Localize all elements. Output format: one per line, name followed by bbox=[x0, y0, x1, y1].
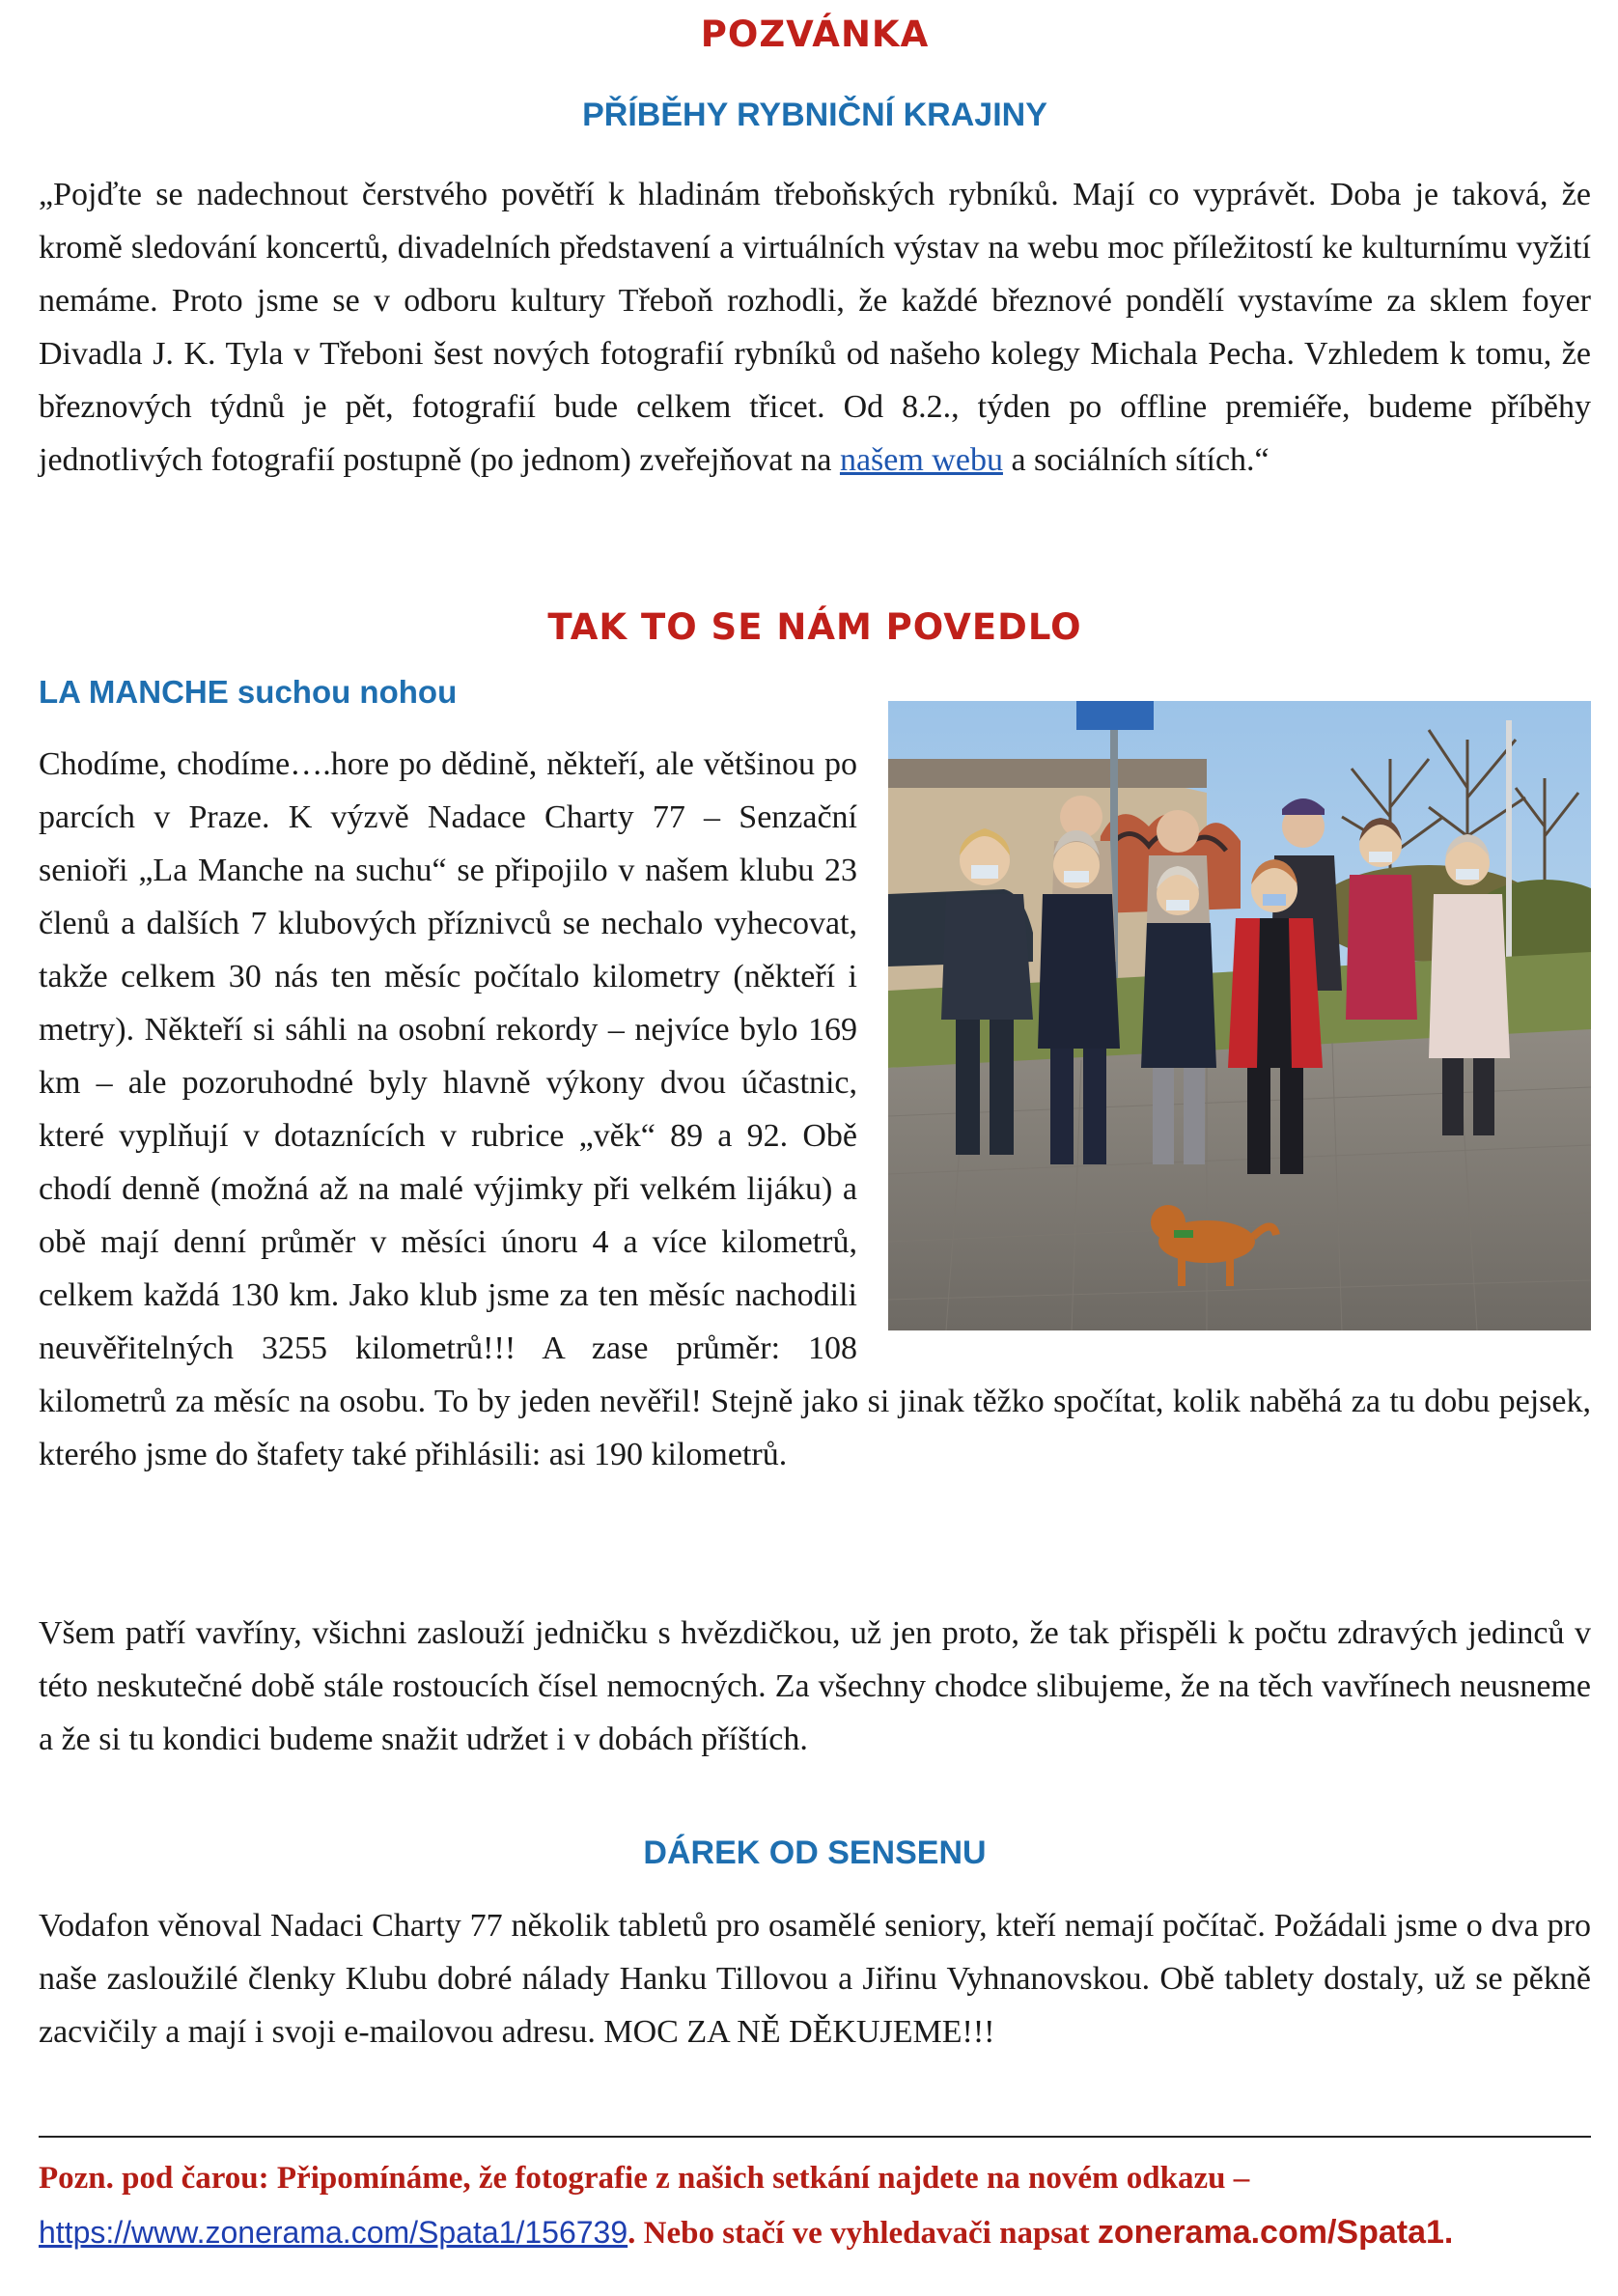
heading-success: TAK TO SE NÁM POVEDLO bbox=[547, 606, 1082, 648]
footnote bbox=[39, 2151, 1591, 2260]
subheading-pond-stories: PŘÍBĚHY RYBNIČNÍ KRAJINY bbox=[582, 97, 1047, 133]
subheading-la-manche: LA MANCHE suchou nohou bbox=[39, 674, 458, 710]
group-photo bbox=[888, 701, 1591, 1330]
footnote-url-suffix: . bbox=[628, 2216, 636, 2251]
invite-text-end: a sociálních sítích.“ bbox=[1002, 442, 1269, 478]
footnote-text-2: Nebo stačí ve vyhledavači napsat bbox=[635, 2216, 1098, 2251]
subheading-gift: DÁREK OD SENSENU bbox=[643, 1834, 987, 1871]
footnote-text: Pozn. pod čarou: Připomínáme, že fotografie z našich setkání najdete na novém odkazu – bbox=[39, 2161, 1250, 2196]
heading-invite: POZVÁNKA bbox=[700, 14, 930, 55]
invite-paragraph bbox=[39, 168, 1591, 487]
our-web-link[interactable]: našem webu bbox=[839, 442, 1003, 478]
walk-section bbox=[39, 738, 1591, 1481]
laurels-paragraph: Všem patří vavříny, všichni zaslouží jedničku s hvězdičkou, už jen proto, že tak přispěli k počtu zdravých jedinců v této neskutečné době stále rostoucích čísel nemocných. Za všechny chodce slibujeme, že na těch vavřínech neusneme a že si tu kondici budeme snažit udržet i v dobách příštích. bbox=[39, 1615, 1591, 1757]
footnote-site: zonerama.com/Spata1. bbox=[1097, 2214, 1454, 2251]
footnote-divider bbox=[39, 2136, 1591, 2138]
zonerama-link[interactable]: https://www.zonerama.com/Spata1/156739 bbox=[39, 2215, 628, 2250]
invite-text: „Pojďte se nadechnout čerstvého povětří k hladinám třeboňských rybníků. Mají co vyprávět. Doba je taková, že kromě sledování koncertů, divadelních představení a virtuálních výstav na webu moc příležitostí ke kulturnímu vyžití nemáme. Proto jsme se v odboru kultury Třeboň rozhodli, že každé březnové pondělí vystavíme za sklem foyer Divadla J. K. Tyla v Třeboni šest nových fotografií rybníků od našeho kolegy Michala Pecha. Vzhledem k tomu, že březnových týdnů je pět, fotografií bude celkem třicet. Od 8.2., týden po offline premiéře, budeme příběhy jednotlivých fotografií postupně (po jednom) zveřejňovat na bbox=[39, 177, 1591, 478]
gift-paragraph: Vodafon věnoval Nadaci Charty 77 několik tabletů pro osamělé seniory, kteří nemají počítač. Požádali jsme o dva pro naše zasloužilé členky Klubu dobré nálady Hanku Tillovou a Jiřinu Vyhnanovskou. Obě tablety dostaly, už se pěkně zacvičily a mají i svoji e-mailovou adresu. MOC ZA NĚ DĚKUJEME!!! bbox=[39, 1908, 1591, 2050]
walk-paragraph: Chodíme, chodíme….hore po dědině, někteří, ale většinou po parcích v Praze. K výzvě Nadace Charty 77 – Senzační senioři „La Manche na suchu“ se připojilo v našem klubu 23 členů a dalších 7 klubových příznivců se nechalo vyhecovat, takže celkem 30 nás ten měsíc počítalo kilometry (někteří i metry). Někteří si sáhli na osobní rekordy – nejvíce bylo 169 km – ale pozoruhodné byly hlavně výkony dvou účastnic, které vyplňují v dotaznících v rubrice „věk“ 89 a 92. Obě chodí denně (možná až na malé výjimky při velkém lijáku) a obě mají denní průměr v měsíci únoru 4 a více kilometrů, celkem každá 130 km. Jako klub jsme za ten měsíc nachodili neuvěřitelných 3255 kilometrů!!! A zase průměr: 108 kilometrů za měsíc na osobu. To by jeden nevěřil! Stejně jako si jinak těžko spočítat, kolik naběhá za tu dobu pejsek, kterého jsme do štafety také přihlásili: asi 190 kilometrů. bbox=[39, 746, 1591, 1472]
